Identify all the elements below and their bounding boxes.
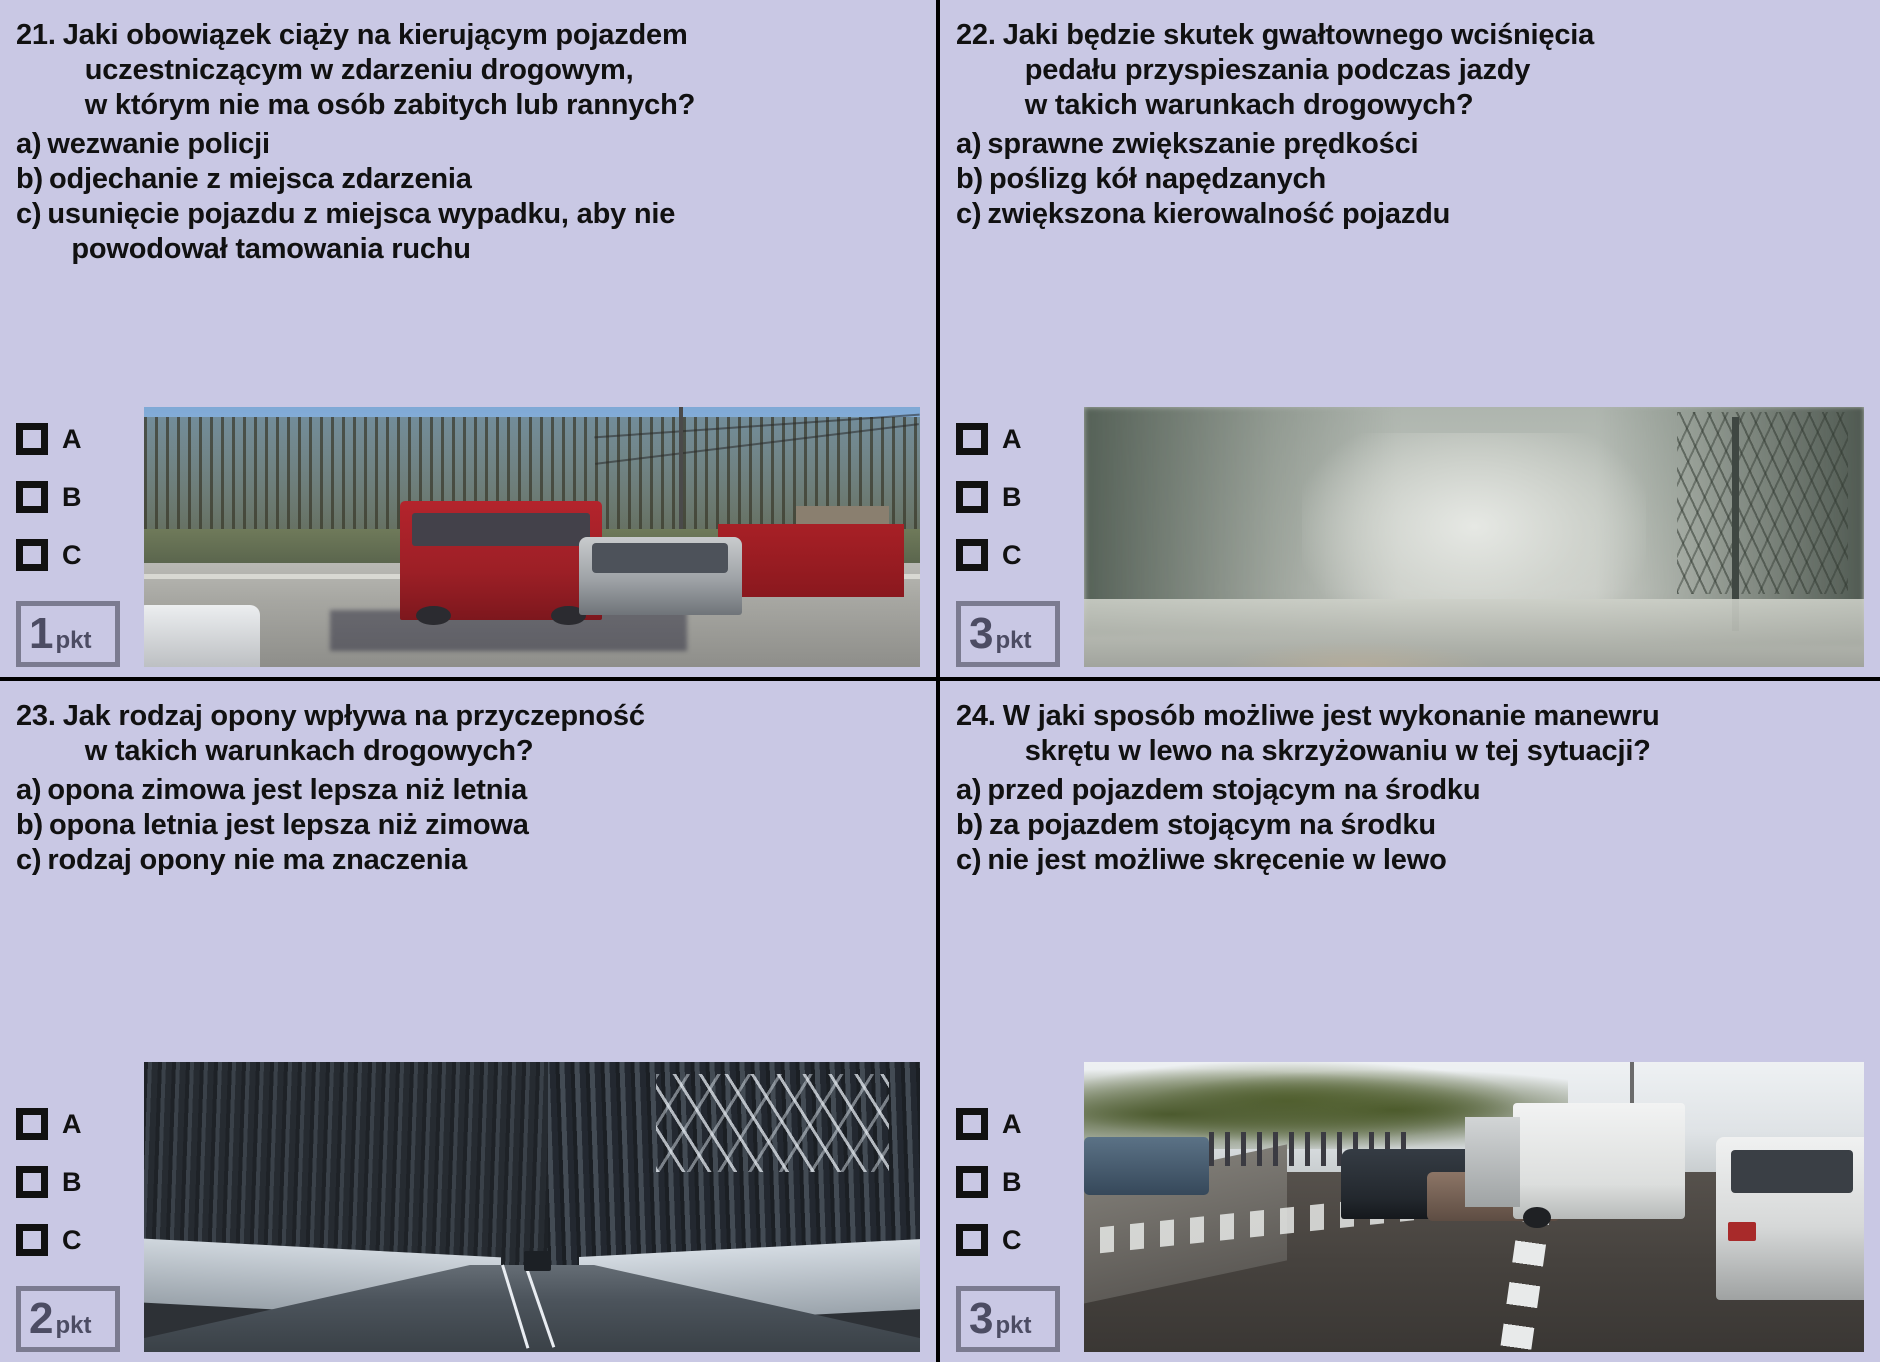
white-van-center	[1513, 1103, 1685, 1219]
answer-options	[956, 773, 1864, 878]
checkbox-c[interactable]	[956, 1224, 988, 1256]
red-bus	[718, 524, 904, 597]
checkbox-b[interactable]	[956, 481, 988, 513]
checkbox-b[interactable]	[16, 1166, 48, 1198]
answer-letter: b)	[956, 163, 983, 195]
blue-car-left	[1084, 1137, 1209, 1195]
answer-option-c	[16, 843, 920, 878]
answer-options	[16, 773, 920, 878]
answer-text: zwiększona kierowalność pojazdu	[987, 198, 1451, 230]
checkbox-label-b: B	[1002, 1166, 1022, 1197]
question-cell-22	[940, 0, 1880, 681]
question-heading	[16, 18, 920, 123]
question-number: 21.	[16, 19, 56, 51]
car-window	[592, 543, 729, 573]
answer-letter: c)	[956, 844, 982, 876]
red-van	[400, 501, 602, 621]
checkbox-column	[956, 421, 1068, 667]
answer-area	[16, 407, 920, 667]
checkbox-label-a: A	[62, 1108, 82, 1139]
prompt-line-1: Jak rodzaj opony wpływa na przyczepność	[62, 700, 645, 732]
answer-area	[956, 1062, 1864, 1352]
answer-options	[956, 127, 1864, 232]
answer-letter: a)	[956, 774, 982, 806]
question-photo-22	[1084, 407, 1864, 667]
checkbox-a[interactable]	[956, 1108, 988, 1140]
question-photo-21	[144, 407, 920, 667]
question-photo-24	[1084, 1062, 1864, 1352]
question-block	[16, 699, 920, 878]
answer-option-b	[956, 808, 1864, 843]
van-wheel	[1523, 1207, 1550, 1228]
answer-option-a	[16, 773, 920, 808]
question-prompt	[63, 699, 920, 769]
points-badge	[956, 1286, 1060, 1352]
checkbox-c[interactable]	[16, 539, 48, 571]
checkbox-row-b[interactable]	[16, 479, 128, 515]
snow-covered-branch	[656, 1074, 889, 1173]
checkbox-label-c: C	[62, 539, 82, 570]
prompt-line-1: W jaki sposób możliwe jest wykonanie manewru	[1002, 700, 1660, 732]
checkbox-label-c: C	[1002, 1224, 1022, 1255]
checkbox-b[interactable]	[16, 481, 48, 513]
checkbox-b[interactable]	[956, 1166, 988, 1198]
prompt-line-1: Jaki obowiązek ciąży na kierującym pojazdem	[62, 19, 688, 51]
answer-letter: a)	[16, 774, 42, 806]
question-heading	[16, 699, 920, 769]
points-badge	[16, 601, 120, 667]
prompt-line-2: w takich warunkach drogowych?	[84, 735, 534, 767]
answer-letter: a)	[956, 128, 982, 160]
answer-area	[16, 1062, 920, 1352]
answer-option-b	[16, 808, 920, 843]
answer-letter: b)	[16, 163, 43, 195]
question-cell-24	[940, 681, 1880, 1362]
answer-option-a	[16, 127, 920, 162]
checkbox-row-c[interactable]	[16, 537, 128, 573]
answer-option-c	[956, 843, 1864, 878]
checkbox-row-c[interactable]	[956, 537, 1068, 573]
checkbox-row-b[interactable]	[956, 1164, 1068, 1200]
checkbox-column	[16, 421, 128, 667]
checkbox-label-b: B	[1002, 481, 1022, 512]
checkbox-row-a[interactable]	[16, 421, 128, 457]
question-photo-23	[144, 1062, 920, 1352]
answer-letter: b)	[956, 809, 983, 841]
car-rear-window	[1731, 1150, 1853, 1192]
answer-text: za pojazdem stojącym na środku	[988, 809, 1436, 841]
checkbox-label-a: A	[1002, 1108, 1022, 1139]
answer-option-a	[956, 127, 1864, 162]
checkbox-row-b[interactable]	[956, 479, 1068, 515]
answer-text: opona zimowa jest lepsza niż letnia	[47, 774, 528, 806]
prompt-line-3: w którym nie ma osób zabitych lub rannych?	[84, 89, 696, 121]
points-value: 1	[29, 609, 54, 658]
van-wheel-front	[416, 606, 450, 625]
answer-text: nie jest możliwe skręcenie w lewo	[987, 844, 1447, 876]
answer-letter: a)	[16, 128, 42, 160]
answer-letter: c)	[16, 198, 42, 230]
question-prompt	[1003, 699, 1864, 769]
answer-text: opona letnia jest lepsza niż zimowa	[48, 809, 529, 841]
checkbox-c[interactable]	[956, 539, 988, 571]
question-heading	[956, 699, 1864, 769]
prompt-line-3: w takich warunkach drogowych?	[1024, 89, 1474, 121]
checkbox-row-a[interactable]	[956, 1106, 1068, 1142]
utility-pole	[679, 407, 683, 532]
answer-option-c	[16, 197, 920, 267]
answer-text-line-1: usunięcie pojazdu z miejsca wypadku, aby nie	[47, 198, 676, 230]
prompt-line-2: pedału przyspieszania podczas jazdy	[1024, 54, 1531, 86]
answer-letter: c)	[956, 198, 982, 230]
checkbox-column	[16, 1106, 128, 1352]
prompt-line-1: Jaki będzie skutek gwałtownego wciśnięcia	[1002, 19, 1595, 51]
points-value: 3	[969, 1294, 994, 1343]
crash-scene-illustration	[144, 407, 920, 667]
van-cab	[1465, 1117, 1520, 1207]
prompt-line-2: skrętu w lewo na skrzyżowaniu w tej sytuacji?	[1024, 735, 1651, 767]
answer-options	[16, 127, 920, 267]
points-unit: pkt	[55, 1312, 92, 1339]
question-prompt	[63, 18, 920, 123]
question-prompt	[1003, 18, 1864, 123]
checkbox-row-c[interactable]	[16, 1222, 128, 1258]
checkbox-label-a: A	[1002, 423, 1022, 454]
points-unit: pkt	[995, 627, 1032, 654]
checkbox-row-c[interactable]	[956, 1222, 1068, 1258]
question-cell-21	[0, 0, 940, 681]
intersection-scene-illustration	[1084, 1062, 1864, 1352]
checkbox-row-a[interactable]	[956, 421, 1068, 457]
answer-option-b	[956, 162, 1864, 197]
checkbox-a[interactable]	[16, 1108, 48, 1140]
checkbox-label-b: B	[62, 481, 82, 512]
points-badge	[16, 1286, 120, 1352]
question-number: 23.	[16, 700, 56, 732]
points-badge	[956, 601, 1060, 667]
answer-text: sprawne zwiększanie prędkości	[987, 128, 1419, 160]
distant-vehicle	[524, 1251, 551, 1271]
answer-text: wezwanie policji	[47, 128, 270, 160]
answer-option-c	[956, 197, 1864, 232]
question-heading	[956, 18, 1864, 123]
answer-text: poślizg kół napędzanych	[988, 163, 1326, 195]
answer-option-b	[16, 162, 920, 197]
car-tail-light	[1728, 1222, 1756, 1241]
grey-car	[579, 537, 742, 615]
checkbox-a[interactable]	[16, 423, 48, 455]
white-car-right	[1716, 1137, 1864, 1299]
answer-text	[47, 197, 920, 267]
winter-road-scene-illustration	[144, 1062, 920, 1352]
answer-text: przed pojazdem stojącym na środku	[987, 774, 1481, 806]
checkbox-label-c: C	[62, 1224, 82, 1255]
answer-option-a	[956, 773, 1864, 808]
question-number: 24.	[956, 700, 996, 732]
question-cell-23	[0, 681, 940, 1362]
road-glow	[1224, 641, 1489, 667]
white-car	[144, 605, 260, 667]
checkbox-label-b: B	[62, 1166, 82, 1197]
fog-scene-illustration	[1084, 407, 1864, 667]
question-block	[16, 18, 920, 267]
checkbox-row-a[interactable]	[16, 1106, 128, 1142]
checkbox-row-b[interactable]	[16, 1164, 128, 1200]
points-value: 2	[29, 1294, 54, 1343]
answer-letter: b)	[16, 809, 43, 841]
checkbox-c[interactable]	[16, 1224, 48, 1256]
answer-text-line-2: powodował tamowania ruchu	[71, 233, 471, 265]
answer-area	[956, 407, 1864, 667]
points-value: 3	[969, 609, 994, 658]
checkbox-a[interactable]	[956, 423, 988, 455]
question-number: 22.	[956, 19, 996, 51]
points-unit: pkt	[55, 627, 92, 654]
answer-text: odjechanie z miejsca zdarzenia	[48, 163, 472, 195]
van-window	[412, 513, 590, 546]
answer-text: rodzaj opony nie ma znaczenia	[47, 844, 468, 876]
checkbox-label-a: A	[62, 423, 82, 454]
bare-tree-branches	[1677, 412, 1849, 594]
prompt-line-2: uczestniczącym w zdarzeniu drogowym,	[84, 54, 634, 86]
question-block	[956, 699, 1864, 878]
answer-letter: c)	[16, 844, 42, 876]
checkbox-label-c: C	[1002, 539, 1022, 570]
checkbox-column	[956, 1106, 1068, 1352]
question-block	[956, 18, 1864, 232]
points-unit: pkt	[995, 1312, 1032, 1339]
